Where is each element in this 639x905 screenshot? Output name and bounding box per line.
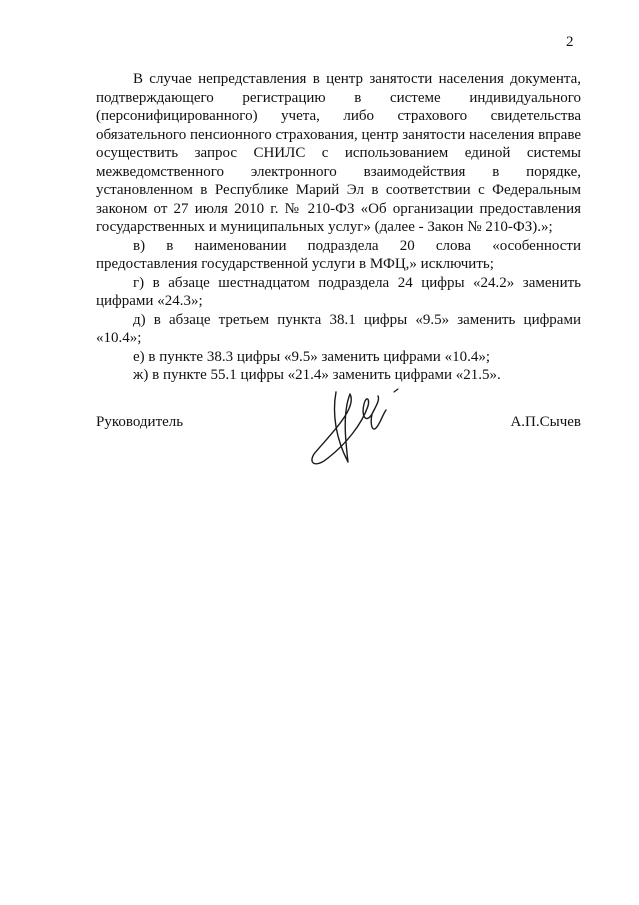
paragraph-item-g: г) в абзаце шестнадцатом подраздела 24 цифры «24.2» заменить цифрами «24.3»; (96, 274, 581, 309)
signer-title: Руководитель (96, 414, 184, 430)
paragraph-item-v: в) в наименовании подраздела 20 слова «особенности предоставления государственной услуги в МФЦ,» исключить; (96, 237, 581, 272)
paragraph-item-d: д) в абзаце третьем пункта 38.1 цифры «9.5» заменить цифрами «10.4»; (96, 311, 581, 346)
paragraph-snils: В случае непредставления в центр занятости населения документа, подтверждающего регистрацию в системе индивидуального (персонифицированного) учета, либо страхового свидетельства обязательного пенсионного страхования, центр занятости населения вправе осуществить запрос СНИЛС с использованием единой системы межведомственного электронного взаимодействия в порядке, установленном в Республике Марий Эл в соответствии с Федеральным законом от 27 июля 2010 г. № 210-ФЗ «Об организации предоставления государственных и муниципальных услуг» (далее - Закон № 210-ФЗ).»; (96, 71, 581, 235)
page-number: 2 (566, 34, 574, 50)
paragraph-item-e: е) в пункте 38.3 цифры «9.5» заменить цифрами «10.4»; (133, 348, 490, 365)
signature-block (96, 414, 581, 474)
signer-name: А.П.Сычев (510, 414, 581, 430)
paragraph-item-zh: ж) в пункте 55.1 цифры «21.4» заменить цифрами «21.5». (133, 367, 501, 383)
handwritten-signature (306, 384, 416, 474)
document-body (96, 70, 581, 385)
